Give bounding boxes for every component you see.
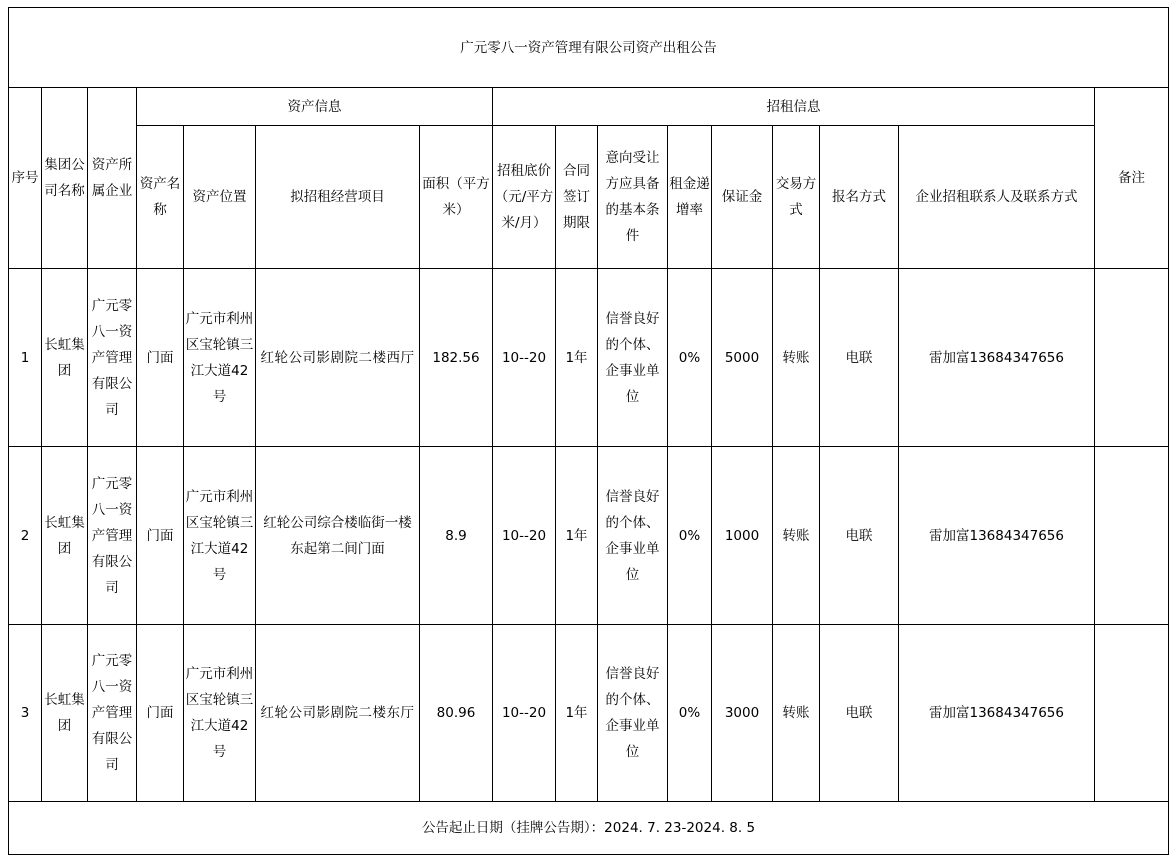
cell-base-price: 10--20 <box>493 269 556 447</box>
cell-seq: 2 <box>9 447 42 625</box>
cell-asset-name: 门面 <box>137 625 184 802</box>
cell-owner-enterprise: 广元零八一资产管理有限公司 <box>88 269 137 447</box>
cell-bidder-requirements: 信誉良好的个体、企事业单位 <box>598 625 668 802</box>
header-registration-method: 报名方式 <box>820 126 899 269</box>
cell-contract-term: 1年 <box>556 447 598 625</box>
cell-contact: 雷加富13684347656 <box>899 269 1095 447</box>
cell-asset-name: 门面 <box>137 447 184 625</box>
cell-contract-term: 1年 <box>556 625 598 802</box>
header-bidder-requirements: 意向受让方应具备的基本条件 <box>598 126 668 269</box>
cell-group-company: 长虹集团 <box>42 447 88 625</box>
table-row <box>9 269 1169 447</box>
header-rent-increase-rate: 租金递增率 <box>668 126 712 269</box>
cell-owner-enterprise: 广元零八一资产管理有限公司 <box>88 625 137 802</box>
cell-group-company: 长虹集团 <box>42 625 88 802</box>
header-asset-info: 资产信息 <box>137 88 493 126</box>
cell-proposed-project: 红轮公司影剧院二楼西厅 <box>256 269 420 447</box>
cell-registration-method: 电联 <box>820 447 899 625</box>
header-lease-info: 招租信息 <box>493 88 1095 126</box>
cell-registration-method: 电联 <box>820 625 899 802</box>
header-asset-name: 资产名称 <box>137 126 184 269</box>
header-contact: 企业招租联系人及联系方式 <box>899 126 1095 269</box>
lease-announcement-table <box>8 7 1169 855</box>
cell-rent-increase-rate: 0% <box>668 625 712 802</box>
header-area: 面积（平方米） <box>420 126 493 269</box>
cell-transaction-method: 转账 <box>773 269 820 447</box>
cell-asset-location: 广元市利州区宝轮镇三江大道42号 <box>184 269 256 447</box>
table-row <box>9 625 1169 802</box>
cell-bidder-requirements: 信誉良好的个体、企事业单位 <box>598 269 668 447</box>
cell-transaction-method: 转账 <box>773 447 820 625</box>
cell-remarks <box>1095 625 1169 802</box>
cell-registration-method: 电联 <box>820 269 899 447</box>
announcement-period: 公告起止日期（挂牌公告期）：2024. 7. 23-2024. 8. 5 <box>9 802 1169 855</box>
cell-transaction-method: 转账 <box>773 625 820 802</box>
cell-rent-increase-rate: 0% <box>668 447 712 625</box>
cell-area: 8.9 <box>420 447 493 625</box>
header-proposed-project: 拟招租经营项目 <box>256 126 420 269</box>
cell-remarks <box>1095 269 1169 447</box>
cell-bidder-requirements: 信誉良好的个体、企事业单位 <box>598 447 668 625</box>
page-title: 广元零八一资产管理有限公司资产出租公告 <box>9 8 1169 88</box>
header-deposit: 保证金 <box>712 126 773 269</box>
cell-deposit: 5000 <box>712 269 773 447</box>
header-base-price: 招租底价（元/平方米/月） <box>493 126 556 269</box>
header-owner-enterprise: 资产所属企业 <box>88 88 137 269</box>
header-contract-term: 合同签订期限 <box>556 126 598 269</box>
cell-base-price: 10--20 <box>493 625 556 802</box>
header-seq: 序号 <box>9 88 42 269</box>
header-asset-location: 资产位置 <box>184 126 256 269</box>
cell-area: 80.96 <box>420 625 493 802</box>
cell-asset-name: 门面 <box>137 269 184 447</box>
cell-group-company: 长虹集团 <box>42 269 88 447</box>
header-group-company: 集团公司名称 <box>42 88 88 269</box>
cell-asset-location: 广元市利州区宝轮镇三江大道42号 <box>184 625 256 802</box>
cell-area: 182.56 <box>420 269 493 447</box>
header-remarks: 备注 <box>1095 88 1169 269</box>
cell-remarks <box>1095 447 1169 625</box>
cell-contact: 雷加富13684347656 <box>899 447 1095 625</box>
cell-seq: 1 <box>9 269 42 447</box>
cell-rent-increase-rate: 0% <box>668 269 712 447</box>
cell-seq: 3 <box>9 625 42 802</box>
cell-asset-location: 广元市利州区宝轮镇三江大道42号 <box>184 447 256 625</box>
cell-proposed-project: 红轮公司综合楼临街一楼东起第二间门面 <box>256 447 420 625</box>
cell-contract-term: 1年 <box>556 269 598 447</box>
cell-base-price: 10--20 <box>493 447 556 625</box>
cell-owner-enterprise: 广元零八一资产管理有限公司 <box>88 447 137 625</box>
cell-deposit: 1000 <box>712 447 773 625</box>
header-transaction-method: 交易方式 <box>773 126 820 269</box>
cell-proposed-project: 红轮公司影剧院二楼东厅 <box>256 625 420 802</box>
table-row <box>9 447 1169 625</box>
cell-deposit: 3000 <box>712 625 773 802</box>
cell-contact: 雷加富13684347656 <box>899 625 1095 802</box>
